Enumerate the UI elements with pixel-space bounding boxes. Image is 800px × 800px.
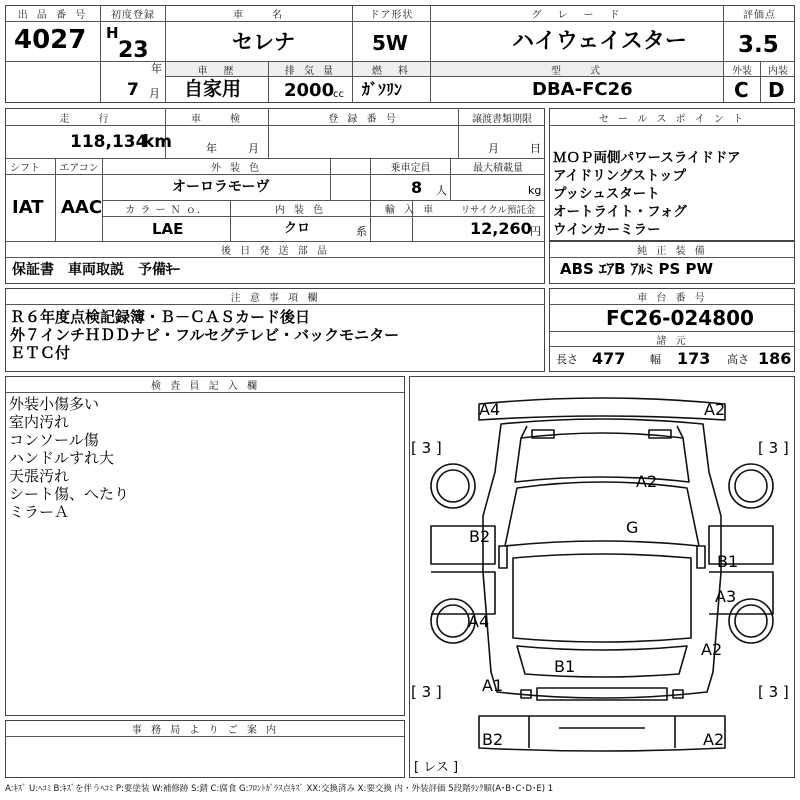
max-load-unit: kg — [528, 184, 542, 197]
era: H — [106, 24, 119, 42]
damage-front-right: A2 — [704, 400, 726, 419]
exterior-grade-label: 外装 — [732, 65, 752, 77]
interior-grade: D — [768, 78, 785, 102]
interior-grade-label: 内装 — [768, 65, 788, 77]
aircon-label: エアコン — [59, 163, 99, 174]
mileage-label: 走 行 — [59, 113, 112, 125]
front-bumper-outline — [479, 398, 725, 420]
divider — [165, 76, 723, 77]
color-number: LAE — [152, 220, 184, 238]
car-diagram — [409, 376, 795, 778]
fuel-label: 燃 料 — [353, 62, 430, 76]
damage-left-rear-fender: A1 — [482, 676, 504, 695]
damage-right-front-door: B1 — [717, 552, 739, 571]
inspector-label: 検 査 員 記 入 欄 — [151, 381, 260, 392]
divider — [5, 61, 100, 62]
sales-point-item: オートライト・フォグ — [553, 204, 687, 220]
damage-rear-left: B2 — [482, 730, 504, 749]
inspector-line: ミラーＡ — [9, 503, 70, 521]
door-type: 5W — [372, 31, 408, 55]
equipment: ABS ｴｱB ｱﾙﾐ PS PW — [560, 260, 714, 278]
first-registration-month: 7 — [127, 80, 139, 100]
later-parts: 保証書 車両取説 予備ｷｰ — [12, 262, 180, 278]
inspector-line: コンソール傷 — [9, 431, 99, 449]
displacement-label: 排 気 量 — [269, 62, 352, 76]
history-label: 車 歴 — [166, 62, 268, 76]
roof-outline — [513, 554, 691, 642]
capacity-label: 乗車定員 — [390, 163, 431, 174]
interior-color-label: 内 装 色 — [274, 205, 327, 216]
sales-points-list — [553, 149, 741, 239]
specs-label: 諸 元 — [656, 335, 689, 347]
damage-windshield: G — [626, 518, 639, 537]
damage-left-rear: A4 — [468, 612, 490, 631]
exterior-color-label: 外 装 色 — [210, 163, 263, 174]
first-registration-label: 初度登録 — [111, 10, 155, 21]
grade-label: グ レ ー ド — [531, 10, 623, 21]
recycle-deposit-label: リサイクル預託金 — [460, 204, 536, 216]
transfer-day-unit: 日 — [530, 142, 541, 155]
car-name: セレナ — [232, 30, 295, 54]
damage-front-left: A4 — [479, 400, 501, 419]
recycle-deposit: 12,260 — [470, 219, 532, 238]
inspector-line: 室内汚れ — [9, 413, 70, 431]
width-label: 幅 — [650, 353, 661, 366]
legend: A:ｷｽﾞ U:ﾍｺﾐ B:ｷｽﾞを伴うﾍｺﾐ P:要塗装 W:補修跡 S:錆 C:腐食 G:ﾌﾛﾝﾄｶﾞﾗｽ点ｷｽﾞ XX:交換済み X:要交換 内・外装評価 5段階ﾗﾝｸ順(A･B･C･D･E) 1 — [5, 784, 554, 794]
inspector-list — [9, 395, 129, 521]
recycle-deposit-unit: 円 — [530, 225, 541, 238]
lot-number: 4027 — [14, 25, 87, 55]
color-number-label: カ ラ ー Ｎ ｏ． — [125, 205, 208, 216]
shift: IAT — [12, 197, 44, 218]
exterior-color: オーロラモーヴ — [172, 179, 270, 195]
transfer-month-unit: 月 — [488, 142, 499, 155]
displacement-unit: cc — [333, 89, 344, 100]
spare-tire: [ レス ] — [414, 760, 459, 775]
sales-point-item: プッシュスタート — [553, 186, 660, 202]
month-unit: 月 — [149, 87, 160, 100]
equipment-label: 純 正 装 備 — [637, 246, 708, 257]
import-label: 輸 入 車 — [384, 205, 437, 216]
capacity-unit: 人 — [436, 184, 447, 197]
inspector-line: ハンドルすれ大 — [9, 449, 115, 467]
damage-right-rear-fender: A2 — [701, 640, 723, 659]
interior-color: クロ — [284, 221, 311, 236]
fuel: ｶﾞｿﾘﾝ — [362, 80, 403, 99]
shift-label: シフト — [10, 163, 40, 174]
interior-color-unit: 系 — [356, 225, 367, 238]
tire-front-right: [ 3 ] — [758, 439, 789, 457]
sales-points-label: セ ー ル ス ポ イ ン ト — [598, 113, 747, 125]
tire-front-left: [ 3 ] — [411, 439, 442, 457]
exterior-grade: C — [734, 78, 749, 102]
model-code: DBA-FC26 — [532, 79, 633, 100]
overall-rating: 3.5 — [738, 32, 779, 58]
door-label: ドア形状 — [369, 10, 414, 21]
inspection-year-unit: 年 — [206, 142, 217, 155]
inspector-line: シート傷、へたり — [9, 485, 130, 503]
mileage: 118,134 — [70, 132, 148, 152]
transfer-deadline-label: 譲渡書類期限 — [472, 113, 532, 125]
inspection-label: 車 検 — [191, 113, 243, 125]
tire-rear-right: [ 3 ] — [758, 683, 789, 701]
registration-number-label: 登 録 番 号 — [328, 113, 399, 125]
damage-right-rear-door: A3 — [715, 587, 737, 606]
width: 173 — [677, 349, 711, 368]
inspector-line: 外装小傷多い — [9, 395, 100, 413]
windshield-outline — [505, 482, 699, 546]
displacement: 2000 — [284, 80, 335, 101]
inspection-month-unit: 月 — [248, 142, 259, 155]
inspector-line: 天張汚れ — [9, 467, 70, 485]
divider — [5, 21, 795, 22]
office-notice-label: 事 務 局 よ り ご 案 内 — [131, 725, 280, 736]
height-label: 高さ — [727, 353, 749, 366]
mileage-unit: km — [143, 132, 173, 152]
notes-list — [10, 308, 399, 362]
grade: ハイウェイスター — [512, 29, 687, 54]
year-unit: 年 — [151, 62, 162, 75]
rating-label: 評価点 — [743, 10, 776, 21]
note-line: ＥＴＣ付 — [10, 344, 71, 362]
note-line: 外７インチＨＤＤナビ・フルセグテレビ・バックモニター — [10, 326, 400, 344]
chassis-number-label: 車 台 番 号 — [637, 293, 708, 304]
sales-point-item: ＭＯＰ両側パワースライドドア — [553, 150, 741, 166]
lot-number-label: 出 品 番 号 — [17, 10, 89, 21]
body-outline — [483, 419, 721, 698]
aircon: AAC — [61, 197, 103, 218]
max-load-label: 最大積載量 — [473, 163, 523, 174]
damage-hood: A2 — [636, 472, 658, 491]
length: 477 — [592, 349, 626, 368]
sales-point-item: アイドリングストップ — [553, 168, 686, 184]
history: 自家用 — [184, 78, 242, 100]
first-registration-year: 23 — [118, 38, 149, 63]
damage-left-front-door: B2 — [469, 527, 491, 546]
rear-glass-outline — [517, 646, 687, 677]
damage-rear-right: A2 — [703, 730, 725, 749]
model-label: 型 式 — [431, 62, 723, 76]
notes-label: 注 意 事 項 欄 — [230, 293, 321, 304]
note-line: Ｒ６年度点検記録簿・Ｂ－ＣＡＳカード後日 — [10, 308, 311, 326]
car-name-label: 車 名 — [233, 10, 285, 21]
chassis-number: FC26-024800 — [606, 306, 754, 330]
rear-view-outline — [479, 716, 725, 751]
sales-point-item: ウインカーミラー — [553, 222, 661, 238]
hood-outline — [515, 433, 689, 482]
height: 186 — [758, 349, 792, 368]
later-parts-label: 後 日 発 送 部 品 — [221, 246, 330, 257]
length-label: 長さ — [556, 353, 578, 366]
tire-rear-left: [ 3 ] — [411, 683, 442, 701]
damage-roof-rear: B1 — [554, 657, 576, 676]
capacity: 8 — [411, 178, 423, 197]
